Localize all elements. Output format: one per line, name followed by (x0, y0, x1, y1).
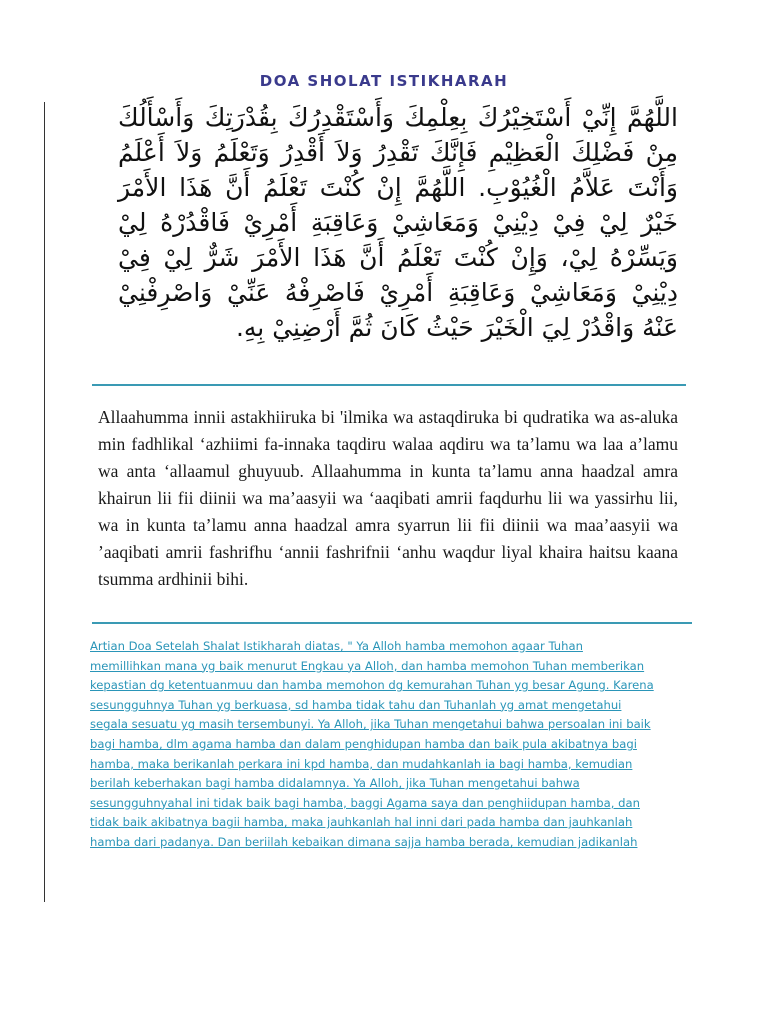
translation-paragraph[interactable]: Artian Doa Setelah Shalat Istikharah diatas, " Ya Alloh hamba memohon agaar Tuhan memillihkan mana yg baik menurut Engkau ya Alloh, dan hamba memohon Tuhan memberikan kepastian dg ketentuanmuu dan hamba memohon dg kemurahan Tuhan yg besar Agung. Karena sesungguhnya Tuhan yg berkuasa, sd hamba tidak tahu dan Tuhanlah yg amat mengetahui segala sesuatu yg masih tersembunyi. Ya Alloh, jika Tuhan mengetahui bahwa persoalan ini baik bagi hamba, dlm agama hamba dan dalam penghidupan hamba dan baik pula akibatnya bagi hamba, maka berikanlah perkara ini kpd hamba, dan mudahkanlah ia bagi hamba, kemudian berilah keberhakan bagi hamba didalamnya. Ya Alloh, jika Tuhan mengetahui bahwa sesungguhnyahal ini tidak baik bagi hamba, baggi Agama saya dan penghiidupan hamba, dan tidak baik akibatnya bagii hamba, maka jauhkanlah hal inni dari pada hamba dan jauhkanlah hamba dari padanya. Dan beriilah kebaikan dimana sajja hamba berada, kemudian jadikanlah (90, 639, 654, 849)
arabic-prayer-paragraph: اللَّهُمَّ إِنِّيْ أَسْتَخِيْرُكَ بِعِلْمِكَ وَأَسْتَقْدِرُكَ بِقُدْرَتِكَ وَأَسْأَلُكَ مِنْ فَضْلِكَ الْعَظِيْمِ فَإِنَّكَ تَقْدِرُ وَلاَ أَقْدِرُ وَتَعْلَمُ وَلاَ أَعْلَمُ وَأَنْتَ عَلاَّمُ الْغُيُوْبِ. اللَّهُمَّ إِنْ كُنْتَ تَعْلَمُ أَنَّ هَذَا الأَمْرَ خَيْرٌ لِيْ فِيْ دِيْنِيْ وَمَعَاشِيْ وَعَاقِبَةِ أَمْرِيْ فَاقْدُرْهُ لِيْ وَيَسِّرْهُ لِيْ، وَإِنْ كُنْتَ تَعْلَمُ أَنَّ هَذَا الأَمْرَ شَرٌّ لِيْ فِيْ دِيْنِيْ وَمَعَاشِيْ وَعَاقِبَةِ أَمْرِيْ فَاصْرِفْهُ عَنِّيْ وَاصْرِفْنِيْ عَنْهُ وَاقْدُرْ لِيَ الْخَيْرَ حَيْثُ كَانَ ثُمَّ أَرْضِنِيْ بِهِ. (118, 103, 678, 342)
transliteration-text (98, 404, 678, 593)
translation-link-text[interactable] (90, 637, 655, 853)
divider-after-arabic (92, 384, 686, 386)
arabic-prayer-text (118, 100, 678, 385)
page-title: DOA SHOLAT ISTIKHARAH (259, 72, 509, 90)
left-margin-rule (44, 102, 45, 902)
transliteration-paragraph: Allaahumma innii astakhiiruka bi 'ilmika wa astaqdiruka bi qudratika wa as-aluka min fadhlikal ‘azhiimi fa-innaka taqdiru walaa aqdiru wa ta’lamu wa laa a’lamu wa anta ‘allaamul ghuyuub. Allaahumma in kunta ta’lamu anna haadzal amra khairun lii fii diinii wa ma’aasyii wa ‘aaqibati amrii faqdurhu lii wa yassirhu lii, wa in kunta ta’lamu anna haadzal amra syarrun lii fii diinii wa maa’aasyii wa ’aaqibati amrii fashrifhu ‘annii fashrifnii ‘anhu waqdur liyal khaira haitsu kaana tsumma ardhinii bihi. (98, 407, 678, 589)
divider-after-transliteration (92, 622, 692, 624)
